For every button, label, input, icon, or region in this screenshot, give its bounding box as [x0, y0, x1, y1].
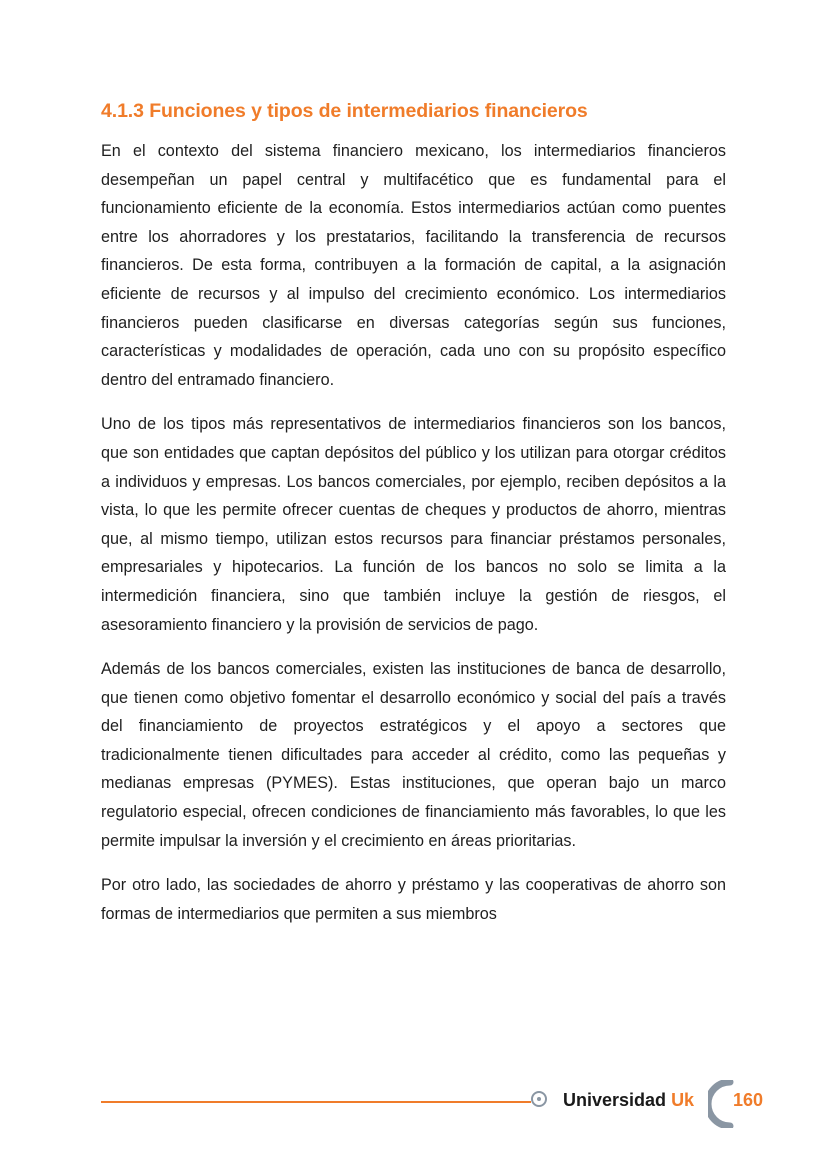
target-circle-icon	[531, 1091, 547, 1107]
page-footer	[101, 1080, 781, 1128]
section-heading: 4.1.3 Funciones y tipos de intermediarios financieros	[101, 100, 588, 122]
page-number: 160	[733, 1090, 764, 1110]
paragraph: Uno de los tipos más representativos de intermediarios financieros son los bancos, que son entidades que captan depósitos del público y los utilizan para otorgar créditos a individuos y empresas. Los bancos comerciales, por ejemplo, reciben depósitos a la vista, lo que les permite ofrecer cuentas de cheques y productos de ahorro, mientras que, al mismo tiempo, utilizan estos recursos para financiar préstamos personales, empresariales y hipotecarios. La función de los bancos no solo se limita a la intermedición financiera, sino que también incluye la gestión de riesgos, el asesoramiento financiero y la provisión de servicios de pago.	[101, 415, 726, 634]
brand-logo	[563, 1090, 694, 1111]
brand-name: Universidad	[563, 1090, 667, 1110]
arc-bracket-icon	[708, 1080, 736, 1128]
paragraph: En el contexto del sistema financiero mexicano, los intermediarios financieros desempeñan un papel central y multifacético que es fundamental para el funcionamiento eficiente de la economía. Estos intermediarios actúan como puentes entre los ahorradores y los prestatarios, facilitando la transferencia de recursos financieros. De esta forma, contribuyen a la formación de capital, a la asignación eficiente de recursos y al impulso del crecimiento económico. Los intermediarios financieros pueden clasificarse en diversas categorías según sus funciones, características y modalidades de operación, cada uno con su propósito específico dentro del entramado financiero.	[101, 142, 726, 389]
brand-accent: Uk	[671, 1090, 695, 1110]
paragraph: Por otro lado, las sociedades de ahorro y préstamo y las cooperativas de ahorro son formas de intermediarios que permiten a sus miembros	[101, 876, 726, 923]
footer-divider	[101, 1101, 531, 1103]
paragraph: Además de los bancos comerciales, existen las instituciones de banca de desarrollo, que tienen como objetivo fomentar el desarrollo económico y social del país a través del financiamiento de proyectos estratégicos y el apoyo a sectores que tradicionalmente tienen dificultades para acceder al crédito, como las pequeñas y medianas empresas (PYMES). Estas instituciones, que operan bajo un marco regulatorio especial, ofrecen condiciones de financiamiento más favorables, lo que les permite impulsar la inversión y el crecimiento en áreas prioritarias.	[101, 660, 726, 850]
page-content	[101, 100, 726, 944]
